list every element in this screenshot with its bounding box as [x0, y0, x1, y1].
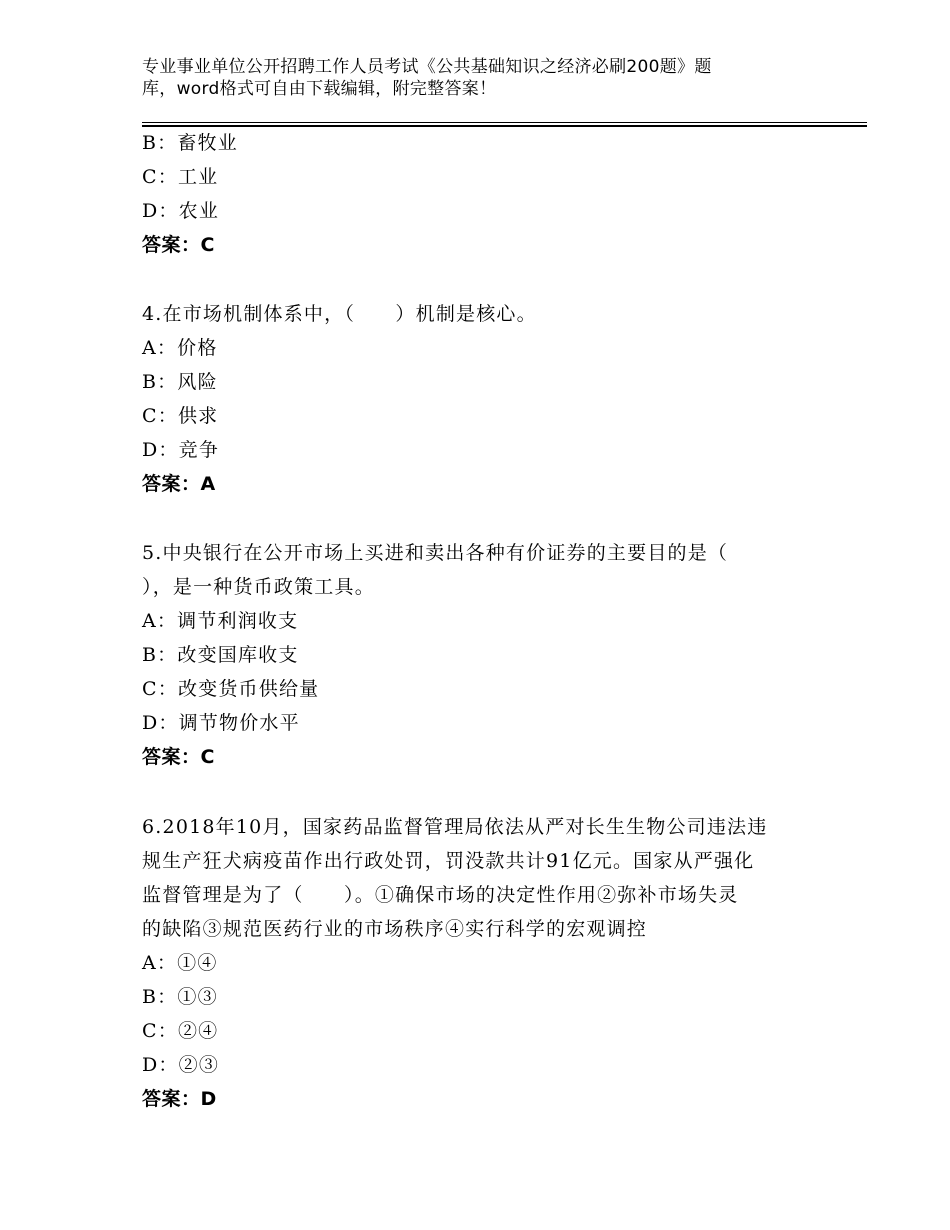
header-rule-thick: [142, 125, 867, 127]
q4-stem: 4.在市场机制体系中，（ ）机制是核心。: [142, 303, 537, 325]
q6-stem-line-4: 的缺陷③规范医药行业的市场秩序④实行科学的宏观调控: [142, 918, 648, 940]
q5-option-d: D：调节物价水平: [142, 712, 300, 734]
q6-stem-line-2: 规生产狂犬病疫苗作出行政处罚，罚没款共计91亿元。国家从严强化: [142, 850, 755, 872]
q3-option-c: C：工业: [142, 166, 219, 188]
q4-answer: 答案：A: [142, 473, 216, 495]
q5-stem-line-2: ），是一种货币政策工具。: [142, 576, 375, 598]
q3-answer: 答案：C: [142, 234, 215, 256]
q6-option-a: A：①④: [142, 952, 218, 974]
q5-answer: 答案：C: [142, 746, 215, 768]
q5-option-c: C：改变货币供给量: [142, 678, 320, 700]
q4-option-c: C：供求: [142, 405, 219, 427]
q4-option-d: D：竞争: [142, 439, 220, 461]
header-line-2: 库，word格式可自由下载编辑，附完整答案！: [142, 79, 497, 99]
q3-option-d: D：农业: [142, 200, 220, 222]
q6-option-b: B：①③: [142, 986, 218, 1008]
q5-option-a: A：调节利润收支: [142, 610, 299, 632]
q4-option-a: A：价格: [142, 337, 218, 359]
q6-option-c: C：②④: [142, 1020, 219, 1042]
q4-option-b: B：风险: [142, 371, 218, 393]
q6-stem-line-3: 监督管理是为了（ ）。①确保市场的决定性作用②弥补市场失灵: [142, 884, 739, 906]
q6-option-d: D：②③: [142, 1054, 220, 1076]
header-rule-thin: [142, 122, 867, 123]
q3-option-b: B：畜牧业: [142, 132, 238, 154]
q6-stem-line-1: 6.2018年10月，国家药品监督管理局依法从严对长生生物公司违法违: [142, 816, 768, 838]
q5-option-b: B：改变国库收支: [142, 644, 299, 666]
q6-answer: 答案：D: [142, 1088, 217, 1110]
document-header: [142, 56, 782, 100]
q5-stem-line-1: 5.中央银行在公开市场上买进和卖出各种有价证券的主要目的是（: [142, 542, 729, 564]
header-line-1: 专业事业单位公开招聘工作人员考试《公共基础知识之经济必刷200题》题: [142, 57, 712, 77]
